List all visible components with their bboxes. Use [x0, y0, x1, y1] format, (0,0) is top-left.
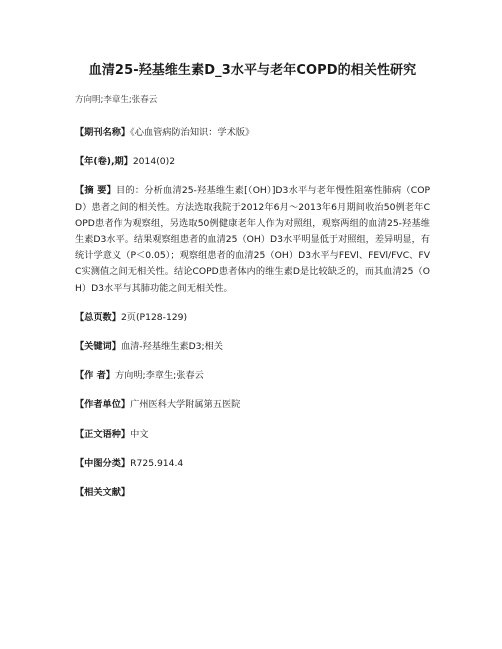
field-total-pages — [75, 310, 430, 326]
field-label: 【总页数】 — [75, 311, 121, 323]
field-year-volume-issue — [75, 154, 430, 170]
field-value: 2页(P128-129) — [120, 311, 188, 323]
field-label: 【期刊名称】 — [75, 127, 131, 138]
field-value: 方向明;李章生;张春云 — [114, 370, 204, 382]
field-value: 《心血管病防治知识：学术版》 — [130, 127, 255, 138]
field-value: 2014(0)2 — [132, 156, 176, 168]
field-label: 【中图分类】 — [75, 457, 131, 469]
field-value: 血清-羟基维生素D3;相关 — [120, 341, 223, 353]
field-authors — [75, 368, 430, 384]
field-value: R725.914.4 — [130, 457, 184, 469]
field-value: 广州医科大学附属第五医院 — [130, 399, 241, 411]
field-keywords — [75, 339, 430, 355]
field-label: 【作 者】 — [75, 370, 115, 382]
field-label: 【年(卷),期】 — [75, 156, 133, 168]
field-language — [75, 427, 430, 443]
field-related-literature — [75, 485, 430, 501]
paper-title: 血清25-羟基维生素D_3水平与老年COPD的相关性研究 — [88, 63, 417, 78]
field-value: 中文 — [130, 428, 149, 440]
author-line: 方向明;李章生;张春云 — [75, 95, 158, 105]
field-author-affiliation — [75, 397, 430, 413]
field-value: 目的：分析血清25-羟基维生素[（OH）]D3水平与老年慢性阻塞性肺病（COPD）患者之间的相关性。方法选取我院于2012年6月～2013年6月期间收治50例老年COPD患者作为观察组，另选取50例健康老年人作为对照组，观察两组的血清25-羟基维生素D3水平。结果观察组患者的血清25（OH）D3水平明显低于对照组，差异明显，有统计学意义（P＜0.05）；观察组患者的血清25（OH）D3水平与FEVl、FEVl/FVC、FVC实测值之间无相关性。结论COPD患者体内的维生素D是比较缺乏的，而其血清25（OH）D3水平与其肺功能之间无相关性。 — [75, 185, 430, 294]
field-label: 【摘 要】 — [75, 185, 117, 197]
field-abstract — [75, 183, 430, 296]
field-label: 【作者单位】 — [75, 399, 131, 411]
field-journal-name — [75, 125, 430, 141]
field-label: 【关键词】 — [75, 341, 121, 353]
field-label: 【相关文献】 — [75, 487, 131, 499]
field-classification — [75, 456, 430, 472]
field-label: 【正文语种】 — [75, 428, 131, 440]
